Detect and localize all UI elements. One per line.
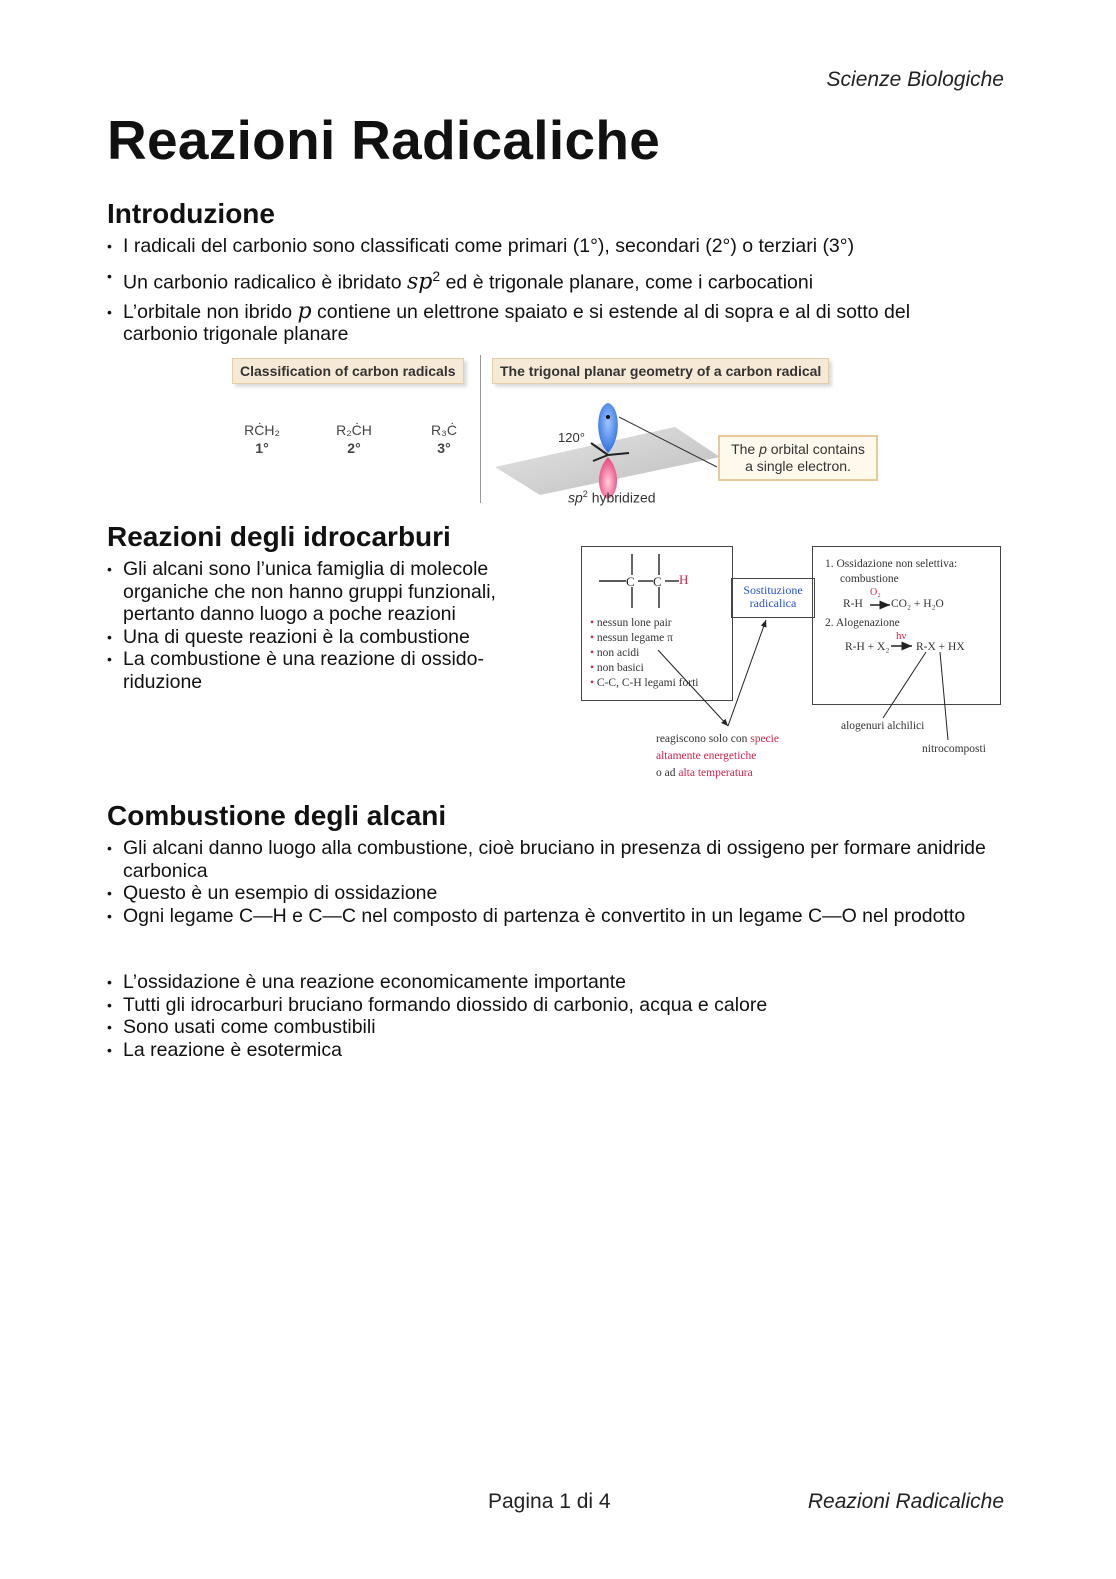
bullet-text: I radicali del carbonio sono classificati come primari (1°), secondari (2°) o terziari (3°) — [123, 235, 855, 257]
list-item: • La reazione è esotermica — [107, 1039, 987, 1062]
rh-reactant: R-H — [843, 598, 863, 610]
section-heading-idrocarburi: Reazioni degli idrocarburi — [107, 521, 451, 552]
reactivity-note-line3 — [656, 767, 753, 780]
property-text: non basici — [596, 662, 644, 674]
page-number: Pagina 1 di 4 — [488, 1490, 611, 1513]
list-item: • Una di queste reazioni è la combustione — [107, 626, 532, 649]
radical-primary — [240, 422, 284, 456]
combustion-products: CO₂ + H₂O — [891, 598, 944, 610]
nitro-compounds-label: nitrocomposti — [922, 743, 986, 755]
orbital-note-p: p — [759, 441, 767, 457]
list-item: • nessun legame π — [590, 632, 673, 644]
sp-symbol: sp — [407, 269, 433, 294]
list-item: • La combustione è una reazione di ossido-riduzione — [107, 648, 532, 693]
bullet-text: contiene un elettrone spaiato e si estende al di sopra e al di sotto del carbonio trigonale planare — [123, 300, 911, 345]
list-item — [107, 265, 987, 294]
substitution-label: Sostituzione radicalica — [743, 583, 803, 610]
bullet-text: L’orbitale non ibrido — [123, 300, 298, 323]
list-item: • Questo è un esempio di ossidazione — [107, 882, 987, 905]
orbital-note-text: orbital contains a single electron. — [745, 441, 865, 474]
section-heading-intro: Introduzione — [107, 198, 275, 229]
list-item: • C-C, C-H legami forti — [590, 677, 699, 689]
light-label: hν — [896, 630, 907, 642]
list-item — [107, 235, 987, 258]
section-heading-combustione: Combustione degli alcani — [107, 800, 447, 831]
oxidation-title: 1. Ossidazione non selettiva: — [825, 558, 958, 570]
reactivity-highlight: alta temperatura — [678, 767, 753, 779]
oxygen-label: O₂ — [870, 587, 881, 598]
hybridization-text: hybridized — [587, 489, 656, 506]
list-item: • Sono usati come combustibili — [107, 1016, 987, 1039]
radical-primary-formula: RĊH₂ — [244, 422, 280, 438]
radical-secondary — [330, 422, 378, 456]
figure-divider — [480, 355, 481, 503]
radical-tertiary-degree: 3° — [437, 440, 451, 456]
combustione-list — [107, 837, 987, 927]
radical-secondary-degree: 2° — [347, 440, 361, 456]
property-text: nessun legame π — [596, 632, 673, 644]
halogenation-reactants: R-H + X₂ — [845, 641, 890, 653]
list-item: • Gli alcani danno luogo alla combustione, cioè bruciano in presenza di ossigeno per formare anidride carbonica — [107, 837, 987, 882]
property-text: nessun lone pair — [596, 617, 672, 629]
list-item: • non acidi — [590, 647, 640, 659]
list-item: • Gli alcani sono l’unica famiglia di molecole organiche che non hanno gruppi funzionali, pertanto danno luogo a poche reazioni — [107, 558, 532, 626]
property-text: non acidi — [596, 647, 640, 659]
footer-title: Reazioni Radicaliche — [807, 1490, 1004, 1513]
list-item: • nessun lone pair — [590, 617, 672, 629]
reactivity-text: o ad — [656, 767, 676, 779]
reactivity-text: reagiscono solo con — [656, 733, 748, 745]
bullet-text: Un carbonio radicalico è ibridato — [123, 271, 407, 293]
figure-tag-geometry: The trigonal planar geometry of a carbon radical — [492, 358, 829, 384]
p-symbol: p — [297, 298, 312, 324]
radical-tertiary — [424, 422, 464, 456]
combustion-label: combustione — [840, 573, 899, 585]
hybridization-label — [568, 489, 656, 506]
list-item — [107, 298, 987, 346]
sp-exponent: 2 — [432, 267, 441, 284]
intro-list — [107, 235, 987, 346]
figure-arrows — [578, 540, 1008, 790]
list-item: • non basici — [590, 662, 644, 674]
property-text: C-C, C-H legami forti — [596, 677, 699, 689]
list-item: • L’ossidazione è una reazione economicamente importante — [107, 971, 987, 994]
halogenation-title: 2. Alogenazione — [825, 617, 900, 629]
reactivity-note-line1 — [656, 733, 779, 746]
radical-secondary-formula: R₂ĊH — [336, 422, 372, 438]
orbital-note-text: The — [731, 441, 760, 457]
carbon-atom-2: C — [653, 574, 662, 589]
hybridization-sp: sp — [568, 489, 583, 506]
bullet-text: ed è trigonale planare, come i carbocationi — [440, 271, 814, 293]
halogenation-products: R-X + HX — [916, 641, 965, 653]
hydrogen-label: H — [679, 572, 689, 587]
alkyl-halides-label: alogenuri alchilici — [841, 720, 925, 732]
idrocarburi-list — [107, 558, 532, 693]
unpaired-electron — [606, 415, 610, 419]
reactivity-highlight: specie — [750, 733, 779, 745]
figure-carbon-radicals — [230, 355, 890, 515]
radical-primary-degree: 1° — [255, 440, 269, 456]
orbital-note — [718, 435, 878, 481]
reactivity-note-line2: altamente energetiche — [656, 750, 757, 762]
bond-angle: 120° — [558, 430, 585, 445]
radical-tertiary-formula: R₃Ċ — [431, 422, 457, 438]
course-header: Scienze Biologiche — [826, 68, 1004, 91]
hybridization-exponent: 2 — [582, 489, 588, 499]
page-title: Reazioni Radicaliche — [107, 109, 661, 171]
list-item: • Tutti gli idrocarburi bruciano formando diossido di carbonio, acqua e calore — [107, 994, 987, 1017]
figure-alkane-reactivity — [578, 540, 1008, 790]
figure-tag-classification: Classification of carbon radicals — [232, 358, 464, 384]
carbon-atom-1: C — [626, 574, 635, 589]
combustione-list-2 — [107, 971, 987, 1061]
list-item: • Ogni legame C—H e C—C nel composto di partenza è convertito in un legame C—O nel prodotto — [107, 905, 987, 928]
